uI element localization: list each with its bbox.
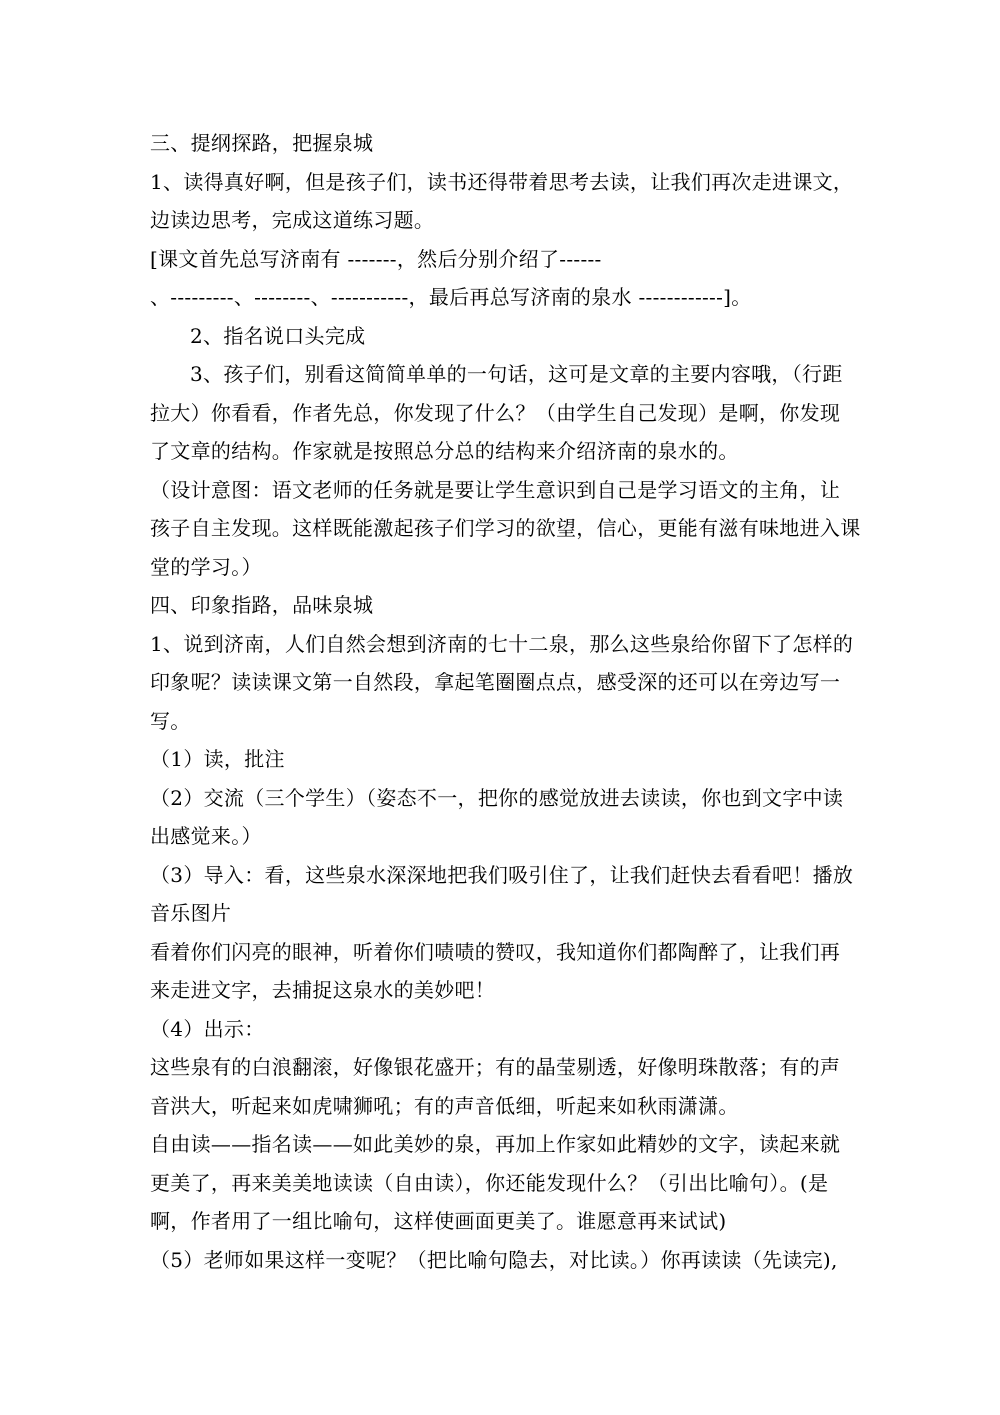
paragraph-line: 拉大）你看看，作者先总，你发现了什么？（由学生自己发现）是啊，你发现 — [150, 400, 841, 425]
paragraph-line: 啊，作者用了一组比喻句，这样使画面更美了。谁愿意再来试试) — [150, 1209, 727, 1233]
paragraph-line: 1、读得真好啊，但是孩子们，读书还得带着思考去读，让我们再次走进课文， — [150, 169, 854, 194]
paragraph-line: 边读边思考，完成这道练习题。 — [150, 208, 435, 232]
step-line: （2）交流（三个学生）（姿态不一，把你的感觉放进去读读，你也到文字中读 — [150, 785, 844, 810]
paragraph-line: 更美了，再来美美地读读（自由读），你还能发现什么？（引出比喻句）。(是 — [150, 1170, 829, 1195]
paragraph-line: 2、指名说口头完成 — [190, 323, 366, 348]
paragraph-line: 出感觉来。） — [150, 824, 262, 848]
paragraph-line: 3、孩子们，别看这简简单单的一句话，这可是文章的主要内容哦，（行距 — [190, 362, 843, 386]
step-line: （3）导入：看，这些泉水深深地把我们吸引住了，让我们赶快去看看吧！播放 — [150, 862, 854, 887]
step-line: （5）老师如果这样一变呢？（把比喻句隐去，对比读。）你再读读（先读完), — [150, 1247, 838, 1272]
quote-line: 这些泉有的白浪翻滚，好像银花盛开；有的晶莹剔透，好像明珠散落；有的声 — [150, 1055, 841, 1079]
exercise-line: [课文首先总写济南有 -------，然后分别介绍了------ — [150, 246, 602, 271]
step-line: （4）出示： — [150, 1016, 265, 1041]
step-line: （1）读，批注 — [150, 747, 285, 771]
paragraph-line: 自由读——指名读——如此美妙的泉，再加上作家如此精妙的文字，读起来就 — [150, 1132, 841, 1156]
design-note-line: （设计意图：语文老师的任务就是要让学生意识到自己是学习语文的主角，让 — [150, 477, 841, 502]
document-body — [150, 124, 865, 1279]
paragraph-line: 音乐图片 — [150, 901, 232, 925]
paragraph-line: 1、说到济南，人们自然会想到济南的七十二泉，那么这些泉给你留下了怎样的 — [150, 631, 854, 656]
section-heading-4: 四、印象指路，品味泉城 — [150, 593, 374, 617]
paragraph-line: 印象呢？读读课文第一自然段，拿起笔圈圈点点，感受深的还可以在旁边写一 — [150, 670, 841, 694]
paragraph-line: 了文章的结构。作家就是按照总分总的结构来介绍济南的泉水的。 — [150, 439, 739, 463]
paragraph-line: 写。 — [150, 708, 191, 733]
quote-line: 音洪大，听起来如虎啸狮吼；有的声音低细，听起来如秋雨潇潇。 — [150, 1093, 739, 1118]
exercise-line: 、---------、--------、-----------，最后再总写济南的泉水 ------------]。 — [150, 285, 752, 309]
section-heading-3: 三、提纲探路，把握泉城 — [150, 131, 374, 155]
design-note-line: 堂的学习。） — [150, 554, 262, 579]
design-note-line: 孩子自主发现。这样既能激起孩子们学习的欲望，信心，更能有滋有味地进入课 — [150, 516, 861, 540]
paragraph-line: 来走进文字，去捕捉这泉水的美妙吧！ — [150, 978, 496, 1002]
paragraph-line: 看着你们闪亮的眼神，听着你们啧啧的赞叹，我知道你们都陶醉了，让我们再 — [150, 939, 841, 964]
